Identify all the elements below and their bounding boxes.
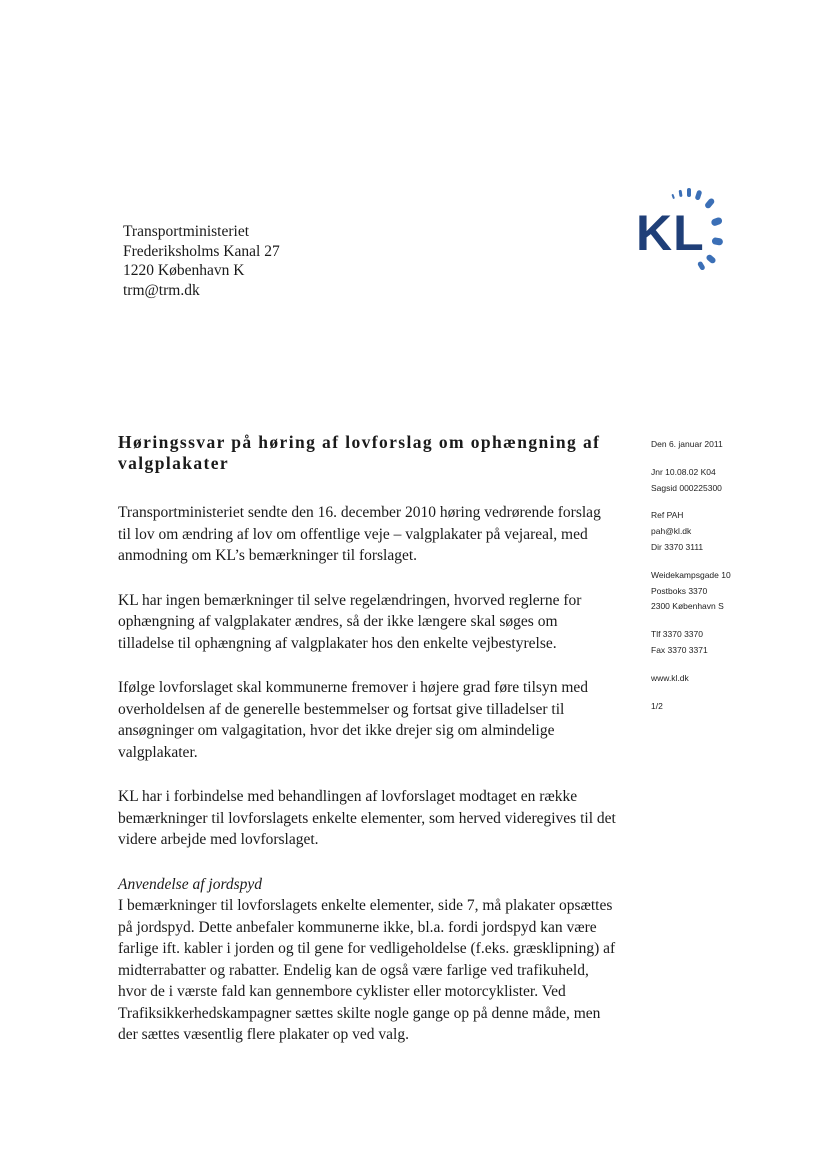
kl-logo <box>636 184 736 276</box>
recipient-city: 1220 København K <box>123 262 245 279</box>
body-paragraph-4: KL har i forbindelse med behandlingen af lovforslaget modtaget en række bemærkninger til lovforslagets enkelte elementer, som herved videregives til det videre arbejde med lovforslaget. <box>118 788 616 848</box>
page-number: 1/2 <box>651 700 663 711</box>
body-paragraph-5: I bemærkninger til lovforslagets enkelte elementer, side 7, må plakater opsættes på jordspyd. Dette anbefaler kommunerne ikke, bl.a. fordi jordspyd kan være farlige ift. kabler i jorden og til gene for vedligeholdelse (f.eks. græsklipning) af midterrabatter og rabatter. Endelig kan de også være farlige ved trafikuheld, hvor de i værste fald kan gennembore cyklister eller motorcyklister. Ved Trafiksikkerhedskampagner sættes skilte nogle gange op på denne måde, men der sættes væsentlig flere plakater op ved valg. <box>118 897 616 1043</box>
kl-logo-text: KL <box>636 205 705 261</box>
journal-number: Jnr 10.08.02 K04 <box>651 466 716 477</box>
sender-website: www.kl.dk <box>651 672 689 683</box>
reference-email: pah@kl.dk <box>651 526 692 537</box>
reference: Ref PAH <box>651 510 684 521</box>
recipient-address <box>123 222 280 300</box>
body-paragraph-3: Ifølge lovforslaget skal kommunerne fremover i højere grad føre tilsyn med overholdelsen af de generelle bestemmelser og fortsat give tilladelser til ansøgninger om valgagitation, hvor det ikke drejer sig om almindelige valgplakater. <box>118 679 589 761</box>
sender-street: Weidekampsgade 10 <box>651 569 731 580</box>
letter-heading: Høringssvar på høring af lovforslag om ophængning af valgplakater <box>118 432 601 473</box>
section-subheading: Anvendelse af jordspyd <box>118 875 263 893</box>
recipient-street: Frederiksholms Kanal 27 <box>123 242 280 260</box>
sender-fax: Fax 3370 3371 <box>651 644 708 655</box>
body-paragraph-2: KL har ingen bemærkninger til selve regelændringen, hvorved reglerne for ophængning af valgplakater ændres, så der ikke længere skal søges om tilladelse til ophængning af valgplakater hos den enkelte vejbestyrelse. <box>118 591 582 652</box>
case-id: Sagsid 000225300 <box>651 482 722 493</box>
sender-city: 2300 København S <box>651 601 724 612</box>
sender-postbox: Postboks 3370 <box>651 585 708 596</box>
recipient-email: trm@trm.dk <box>123 281 200 299</box>
direct-phone: Dir 3370 3111 <box>651 541 704 552</box>
recipient-name: Transportministeriet <box>123 223 250 240</box>
letter-date: Den 6. januar 2011 <box>651 439 723 449</box>
sender-phone: Tlf 3370 3370 <box>651 629 703 640</box>
sender-info-sidebar <box>651 437 811 726</box>
letter-body <box>118 502 616 1046</box>
body-paragraph-1: Transportministeriet sendte den 16. december 2010 høring vedrørende forslag til lov om ændring af lov om offentlige veje – valgplakater på vejareal, med anmodning om KL’s bemærkninger til forslaget. <box>118 504 601 564</box>
